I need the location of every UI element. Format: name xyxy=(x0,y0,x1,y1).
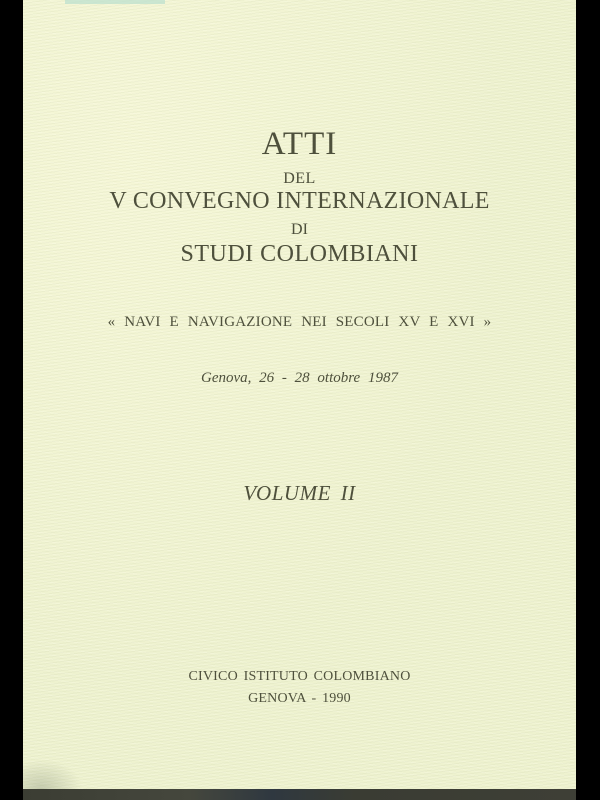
book-cover xyxy=(23,0,576,789)
cover-line-del: DEL xyxy=(283,170,316,187)
publication-place-year: GENOVA - 1990 xyxy=(248,691,351,706)
cover-subtitle: « NAVI E NAVIGAZIONE NEI SECOLI XV E XVI » xyxy=(107,314,492,330)
conference-date: Genova, 26 - 28 ottobre 1987 xyxy=(201,370,398,386)
publisher-name: CIVICO ISTITUTO COLOMBIANO xyxy=(188,669,411,684)
cover-line-studi: STUDI COLOMBIANI xyxy=(180,241,419,267)
volume-label: VOLUME II xyxy=(243,481,356,505)
top-edge-tint xyxy=(65,0,165,4)
corner-wear xyxy=(23,759,83,789)
bottom-background-strip xyxy=(23,789,576,800)
cover-line-convegno: V CONVEGNO INTERNAZIONALE xyxy=(109,188,490,214)
cover-title: ATTI xyxy=(261,126,338,162)
cover-line-di: DI xyxy=(291,221,308,238)
